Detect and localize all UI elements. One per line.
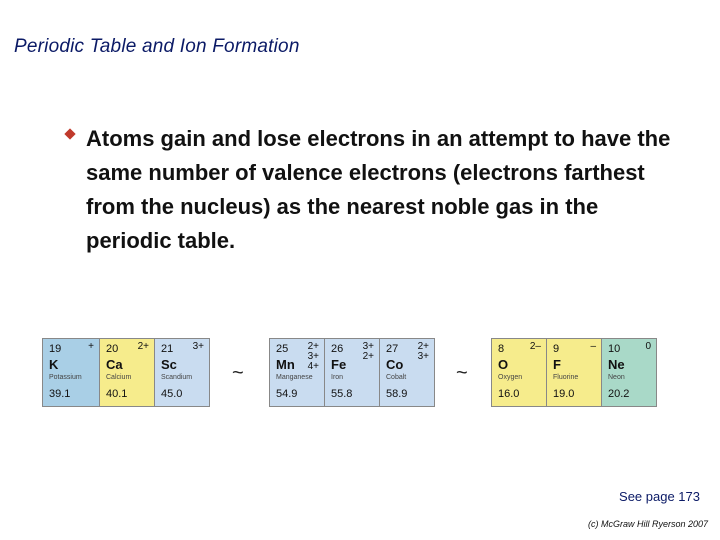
tilde-separator: ~ (456, 362, 468, 384)
element-symbol: K (49, 357, 59, 372)
ion-charge: 2+ (137, 341, 149, 352)
element-symbol: Fe (331, 357, 347, 372)
atomic-number: 26 (331, 343, 344, 355)
element-symbol: O (498, 357, 509, 372)
element-name: Potassium (49, 374, 82, 381)
ion-charge: + (88, 341, 94, 352)
element-symbol: F (553, 357, 561, 372)
atomic-number: 20 (106, 343, 119, 355)
atomic-number: 10 (608, 343, 621, 355)
element-name: Scandium (161, 374, 193, 381)
tilde-separator: ~ (232, 362, 244, 384)
ion-charge: 2+ 3+ 4+ (307, 341, 319, 372)
atomic-number: 21 (161, 343, 174, 355)
atomic-number: 8 (498, 343, 505, 355)
element-symbol: Ca (106, 357, 123, 372)
atomic-mass: 45.0 (161, 388, 183, 400)
slide-title: Periodic Table and Ion Formation (14, 36, 300, 57)
element-symbol: Sc (161, 357, 177, 372)
ion-charge: 0 (645, 341, 651, 352)
ion-charge: 3+ (192, 341, 204, 352)
element-symbol: Co (386, 357, 404, 372)
element-name: Iron (331, 374, 344, 381)
atomic-mass: 54.9 (276, 388, 298, 400)
element-group-middle (269, 338, 435, 407)
element-tile-ca (100, 339, 155, 406)
ion-charge: 2+ 3+ (417, 341, 429, 362)
element-tile-mn (270, 339, 325, 406)
atomic-mass: 19.0 (553, 388, 575, 400)
atomic-mass: 58.9 (386, 388, 408, 400)
atomic-number: 25 (276, 343, 289, 355)
element-symbol: Ne (608, 357, 625, 372)
element-group-left (42, 338, 210, 407)
ion-charge: – (590, 341, 596, 352)
copyright-note: (c) McGraw Hill Ryerson 2007 (587, 519, 708, 529)
atomic-mass: 55.8 (331, 388, 353, 400)
element-name: Fluorine (553, 374, 579, 381)
diamond-bullet-icon (64, 128, 75, 139)
element-name: Cobalt (386, 374, 407, 381)
element-tile-co (380, 339, 434, 406)
element-name: Manganese (276, 374, 313, 381)
element-name: Neon (608, 374, 625, 381)
atomic-mass: 20.2 (608, 388, 630, 400)
atomic-number: 27 (386, 343, 399, 355)
element-symbol: Mn (276, 357, 295, 372)
atomic-number: 19 (49, 343, 62, 355)
atomic-mass: 39.1 (49, 388, 71, 400)
element-group-right (491, 338, 657, 407)
element-tile-k (43, 339, 100, 406)
atomic-mass: 16.0 (498, 388, 520, 400)
element-name: Oxygen (498, 374, 523, 381)
see-page-note: See page 173 (619, 489, 700, 504)
element-name: Calcium (106, 374, 132, 381)
element-tile-sc (155, 339, 209, 406)
ion-charge: 3+ 2+ (362, 341, 374, 362)
element-tile-ne (602, 339, 656, 406)
atomic-number: 9 (553, 343, 560, 355)
atomic-mass: 40.1 (106, 388, 128, 400)
element-tile-f (547, 339, 602, 406)
element-tile-fe (325, 339, 380, 406)
element-tile-o (492, 339, 547, 406)
bullet-text: Atoms gain and lose electrons in an attempt to have the same number of valence electrons (electrons farthest from the nucleus) as the nearest noble gas in the periodic table. (86, 126, 671, 253)
ion-charge: 2– (529, 341, 541, 352)
